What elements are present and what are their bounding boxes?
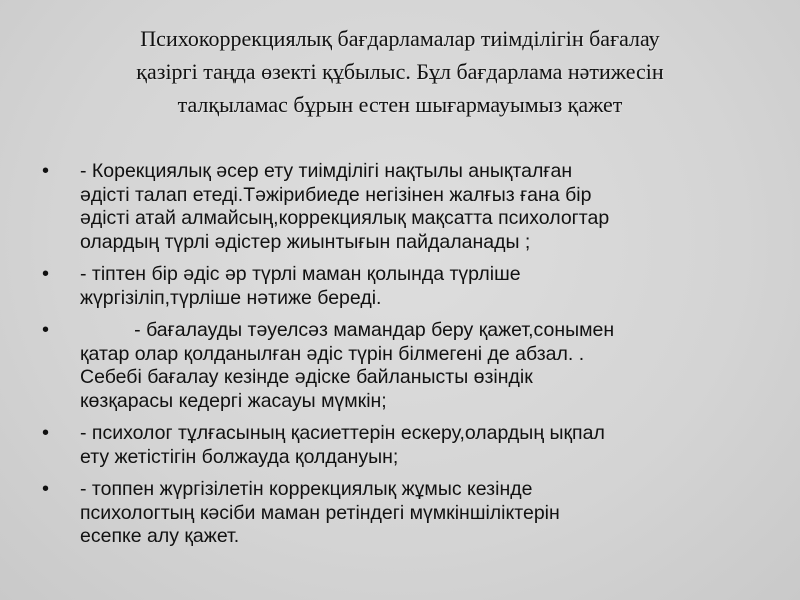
bullet-text-line: психологтың кәсіби маман ретіндегі мүмкіншіліктерін [80,501,560,524]
bullet-item [40,263,770,310]
bullet-text-line: - бағалауды тәуелсәз мамандар беру қажет,сонымен [80,319,615,341]
bullet-text-line: көзқарасы кедергі жасауы мүмкін; [80,389,387,412]
bullet-dot-icon: • [42,263,50,285]
bullet-text-line: - тіптен бір әдіс әр түрлі маман қолында түрліше [80,263,521,285]
bullet-dot-icon: • [42,160,50,182]
bullet-text-line: қатар олар қолданылған әдіс түрін білмегені де абзал. . [80,342,585,365]
bullet-text-line: олардың түрлі әдістер жиынтығын пайдаланады ; [80,230,531,253]
bullet-item [40,422,770,469]
bullet-list [40,160,770,558]
bullet-item [40,319,770,413]
bullet-dot-icon: • [42,478,50,500]
bullet-dot-icon: • [42,319,50,341]
bullet-text-line: - Корекциялық әсер ету тиімділігі нақтылы анықталған [80,160,573,182]
bullet-text-line: әдісті талап етеді.Тәжірибиеде негізінен жалғыз ғана бір [80,183,592,206]
bullet-text-line: есепке алу қажет. [80,525,240,547]
title-line: талқыламас бұрын естен шығармауымыз қажет [177,92,623,117]
bullet-text-line: Себебі бағалау кезінде әдіске байланысты өзіндік [80,366,533,388]
slide-title [60,22,740,121]
bullet-text-line: әдісті атай алмайсың,коррекциялық мақсатта психологтар [80,207,610,229]
title-line: қазіргі таңда өзекті құбылыс. Бұл бағдарлама нәтижесін [136,59,664,84]
bullet-text-line: ету жетістігін болжауда қолдануын; [80,445,399,468]
bullet-text-line: - топпен жүргізілетін коррекциялық жұмыс кезінде [80,478,533,500]
title-line: Психокоррекциялық бағдарламалар тиімділігін бағалау [140,26,660,51]
bullet-item [40,160,770,254]
bullet-item [40,478,770,549]
bullet-text-line: - психолог тұлғасының қасиеттерін ескеру,олардың ықпал [80,422,605,444]
bullet-text-line: жүргізіліп,түрліше нәтиже береді. [80,286,382,309]
bullet-dot-icon: • [42,422,50,444]
